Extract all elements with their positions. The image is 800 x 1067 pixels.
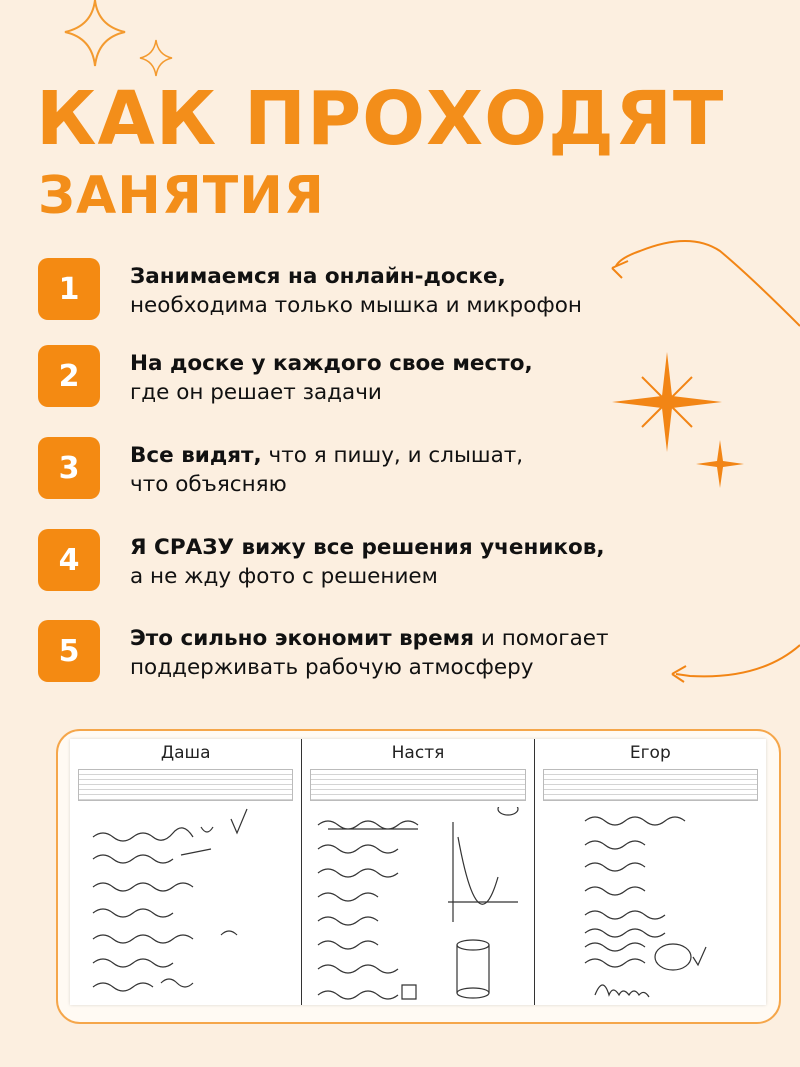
item-text: [130, 624, 609, 682]
item-line2-text: где он решает задачи: [130, 380, 382, 405]
item-text: [130, 262, 582, 320]
item-rest-text: что я пишу, и слышат,: [261, 443, 524, 468]
item-line2-text: что объясняю: [130, 472, 287, 497]
list-item-2: [38, 345, 758, 409]
list-item-5: [38, 620, 758, 684]
sparkle-icon-large-top: [50, 0, 140, 70]
number-badge: 1: [38, 258, 100, 320]
student-name: Даша: [160, 743, 211, 763]
item-line2-text: а не жду фото с решением: [130, 564, 438, 589]
item-bold-text: Занимаемся на онлайн-доске,: [130, 264, 506, 289]
handwritten-solution: [308, 807, 528, 1007]
list-item-1: [38, 258, 758, 322]
item-bold-text: Все видят,: [130, 443, 262, 468]
sparkle-icon-small-top: [136, 38, 176, 78]
student-column-nastya: [301, 739, 533, 1005]
item-bold-text: Я СРАЗУ вижу все решения учеников,: [130, 535, 605, 560]
page-subtitle: ЗАНЯТИЯ: [38, 166, 325, 226]
item-line2-text: поддерживать рабочую атмосферу: [130, 655, 534, 680]
item-bold-text: Это сильно экономит время: [130, 626, 475, 651]
number-badge: 3: [38, 437, 100, 499]
student-name: Настя: [391, 743, 445, 763]
number-badge: 5: [38, 620, 100, 682]
item-bold-text: На доске у каждого свое место,: [130, 351, 533, 376]
item-text: [130, 441, 523, 499]
student-column-dasha: [70, 739, 301, 1005]
item-text: [130, 533, 605, 591]
handwritten-solution: [81, 807, 291, 1007]
task-text-block: [310, 769, 525, 801]
whiteboard-columns: [70, 739, 766, 1005]
task-text-block: [78, 769, 293, 801]
list-item-4: [38, 529, 758, 593]
student-name: Егор: [629, 743, 671, 763]
item-text: [130, 349, 533, 407]
item-line2-text: необходима только мышка и микрофон: [130, 293, 582, 318]
whiteboard-screenshot: [56, 729, 781, 1024]
number-badge: 4: [38, 529, 100, 591]
number-badge: 2: [38, 345, 100, 407]
task-text-block: [543, 769, 758, 801]
page-title: КАК ПРОХОДЯТ: [36, 76, 725, 162]
list-item-3: [38, 437, 758, 501]
item-rest-text: и помогает: [474, 626, 609, 651]
student-column-egor: [534, 739, 766, 1005]
handwritten-solution: [545, 807, 755, 1007]
